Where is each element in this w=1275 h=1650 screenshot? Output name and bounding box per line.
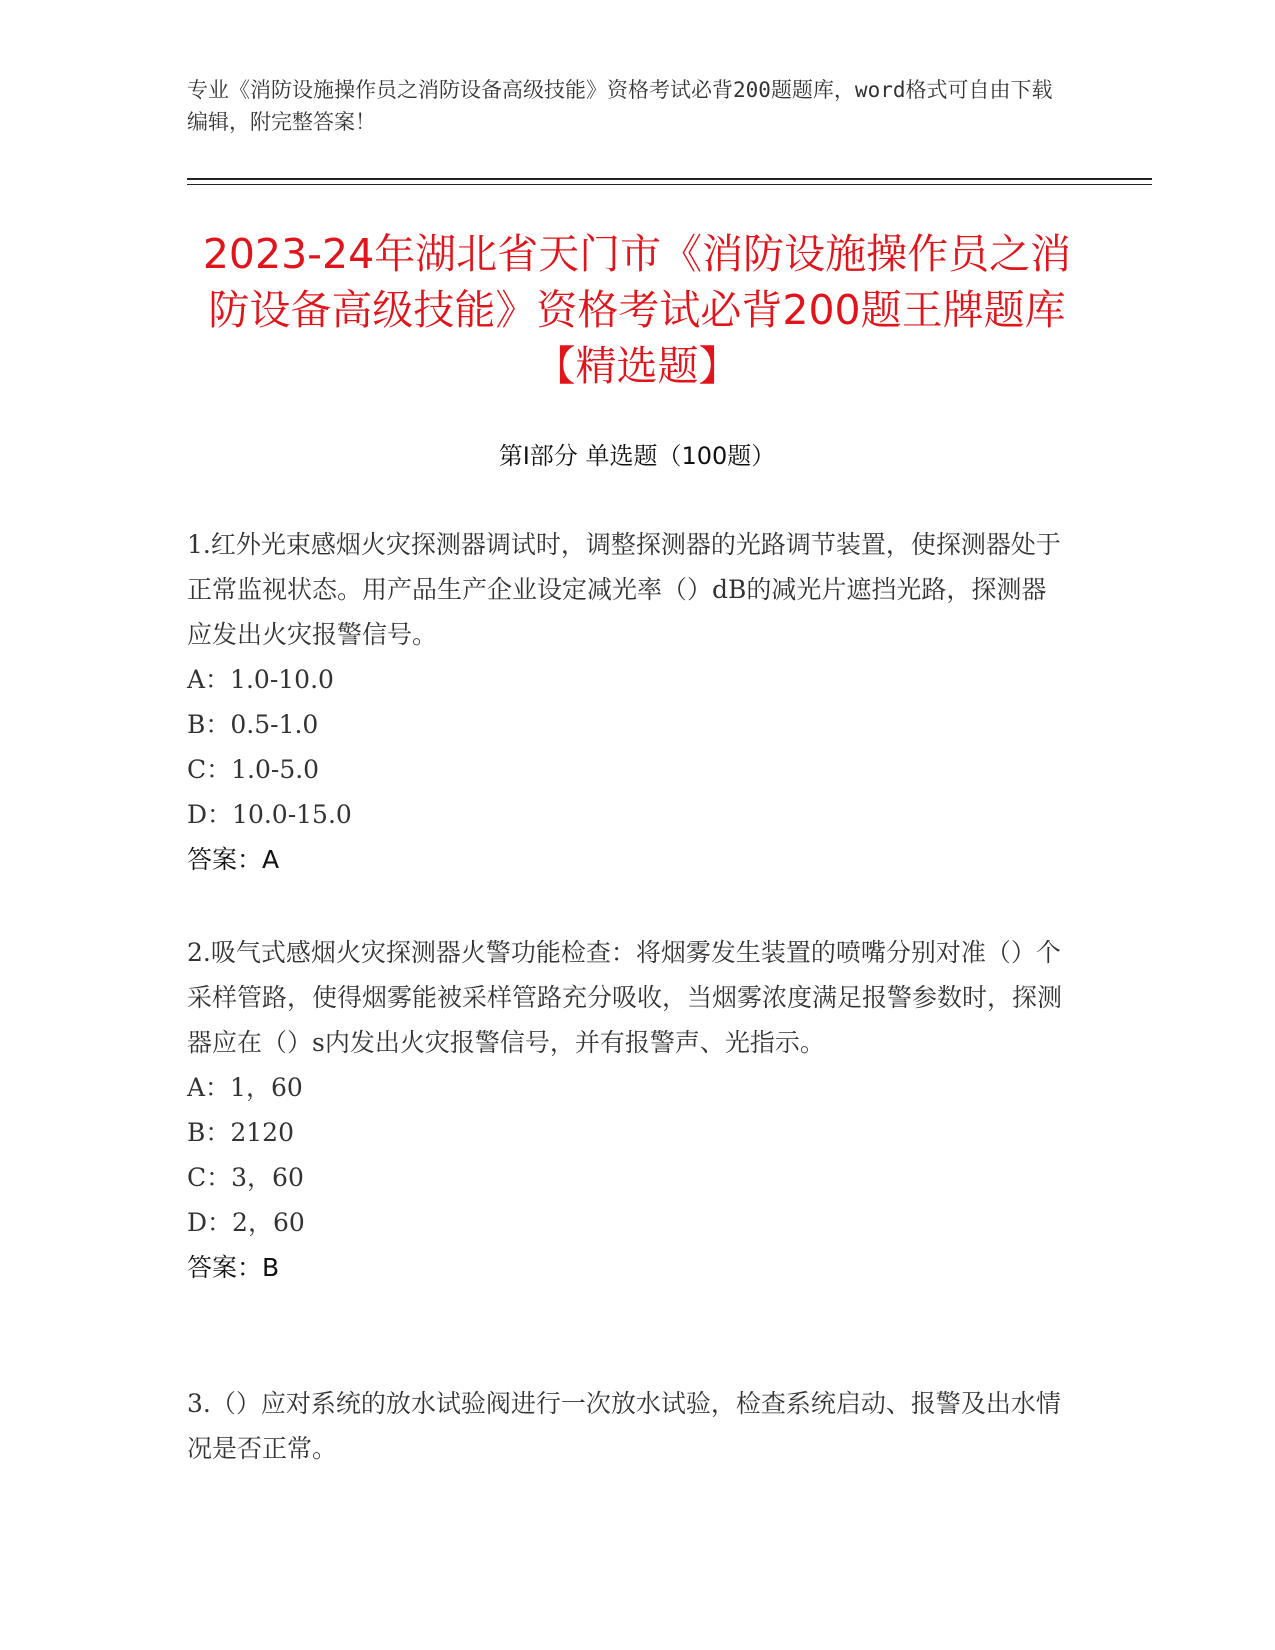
question-stem: 1.红外光束感烟火灾探测器调试时，调整探测器的光路调节装置，使探测器处于正常监视状态。用产品生产企业设定减光率（）dB的减光片遮挡光路，探测器应发出火灾报警信号。 xyxy=(187,530,1061,649)
option-d: D：10.0-15.0 xyxy=(187,800,352,829)
question-stem: 3.（）应对系统的放水试验阀进行一次放水试验，检查系统启动、报警及出水情况是否正常。 xyxy=(187,1389,1061,1463)
option-b: B：2120 xyxy=(187,1118,294,1147)
header-divider-thick xyxy=(187,178,1152,180)
question-3 xyxy=(187,1381,1067,1471)
option-d: D：2，60 xyxy=(187,1208,305,1237)
answer: 答案：B xyxy=(187,1253,280,1282)
document-title: 2023-24年湖北省天门市《消防设施操作员之消防设备高级技能》资格考试必背200题王牌题库【精选题】 xyxy=(202,230,1072,390)
option-a: A：1.0-10.0 xyxy=(187,665,334,694)
option-c: C：3，60 xyxy=(187,1163,304,1192)
question-stem: 2.吸气式感烟火灾探测器火警功能检查：将烟雾发生装置的喷嘴分别对准（）个采样管路，使得烟雾能被采样管路充分吸收，当烟雾浓度满足报警参数时，探测器应在（）s内发出火灾报警信号，并有报警声、光指示。 xyxy=(187,938,1063,1057)
option-c: C：1.0-5.0 xyxy=(187,755,320,784)
option-a: A：1，60 xyxy=(187,1073,303,1102)
answer: 答案：A xyxy=(187,845,280,874)
section-heading: 第Ⅰ部分 单选题（100题） xyxy=(498,442,776,470)
question-1 xyxy=(187,522,1067,882)
header-divider-thin xyxy=(187,184,1152,185)
header-note: 专业《消防设施操作员之消防设备高级技能》资格考试必背200题题库，word格式可自由下载编辑，附完整答案！ xyxy=(187,78,1053,134)
option-b: B：0.5-1.0 xyxy=(187,710,319,739)
question-2 xyxy=(187,930,1067,1290)
